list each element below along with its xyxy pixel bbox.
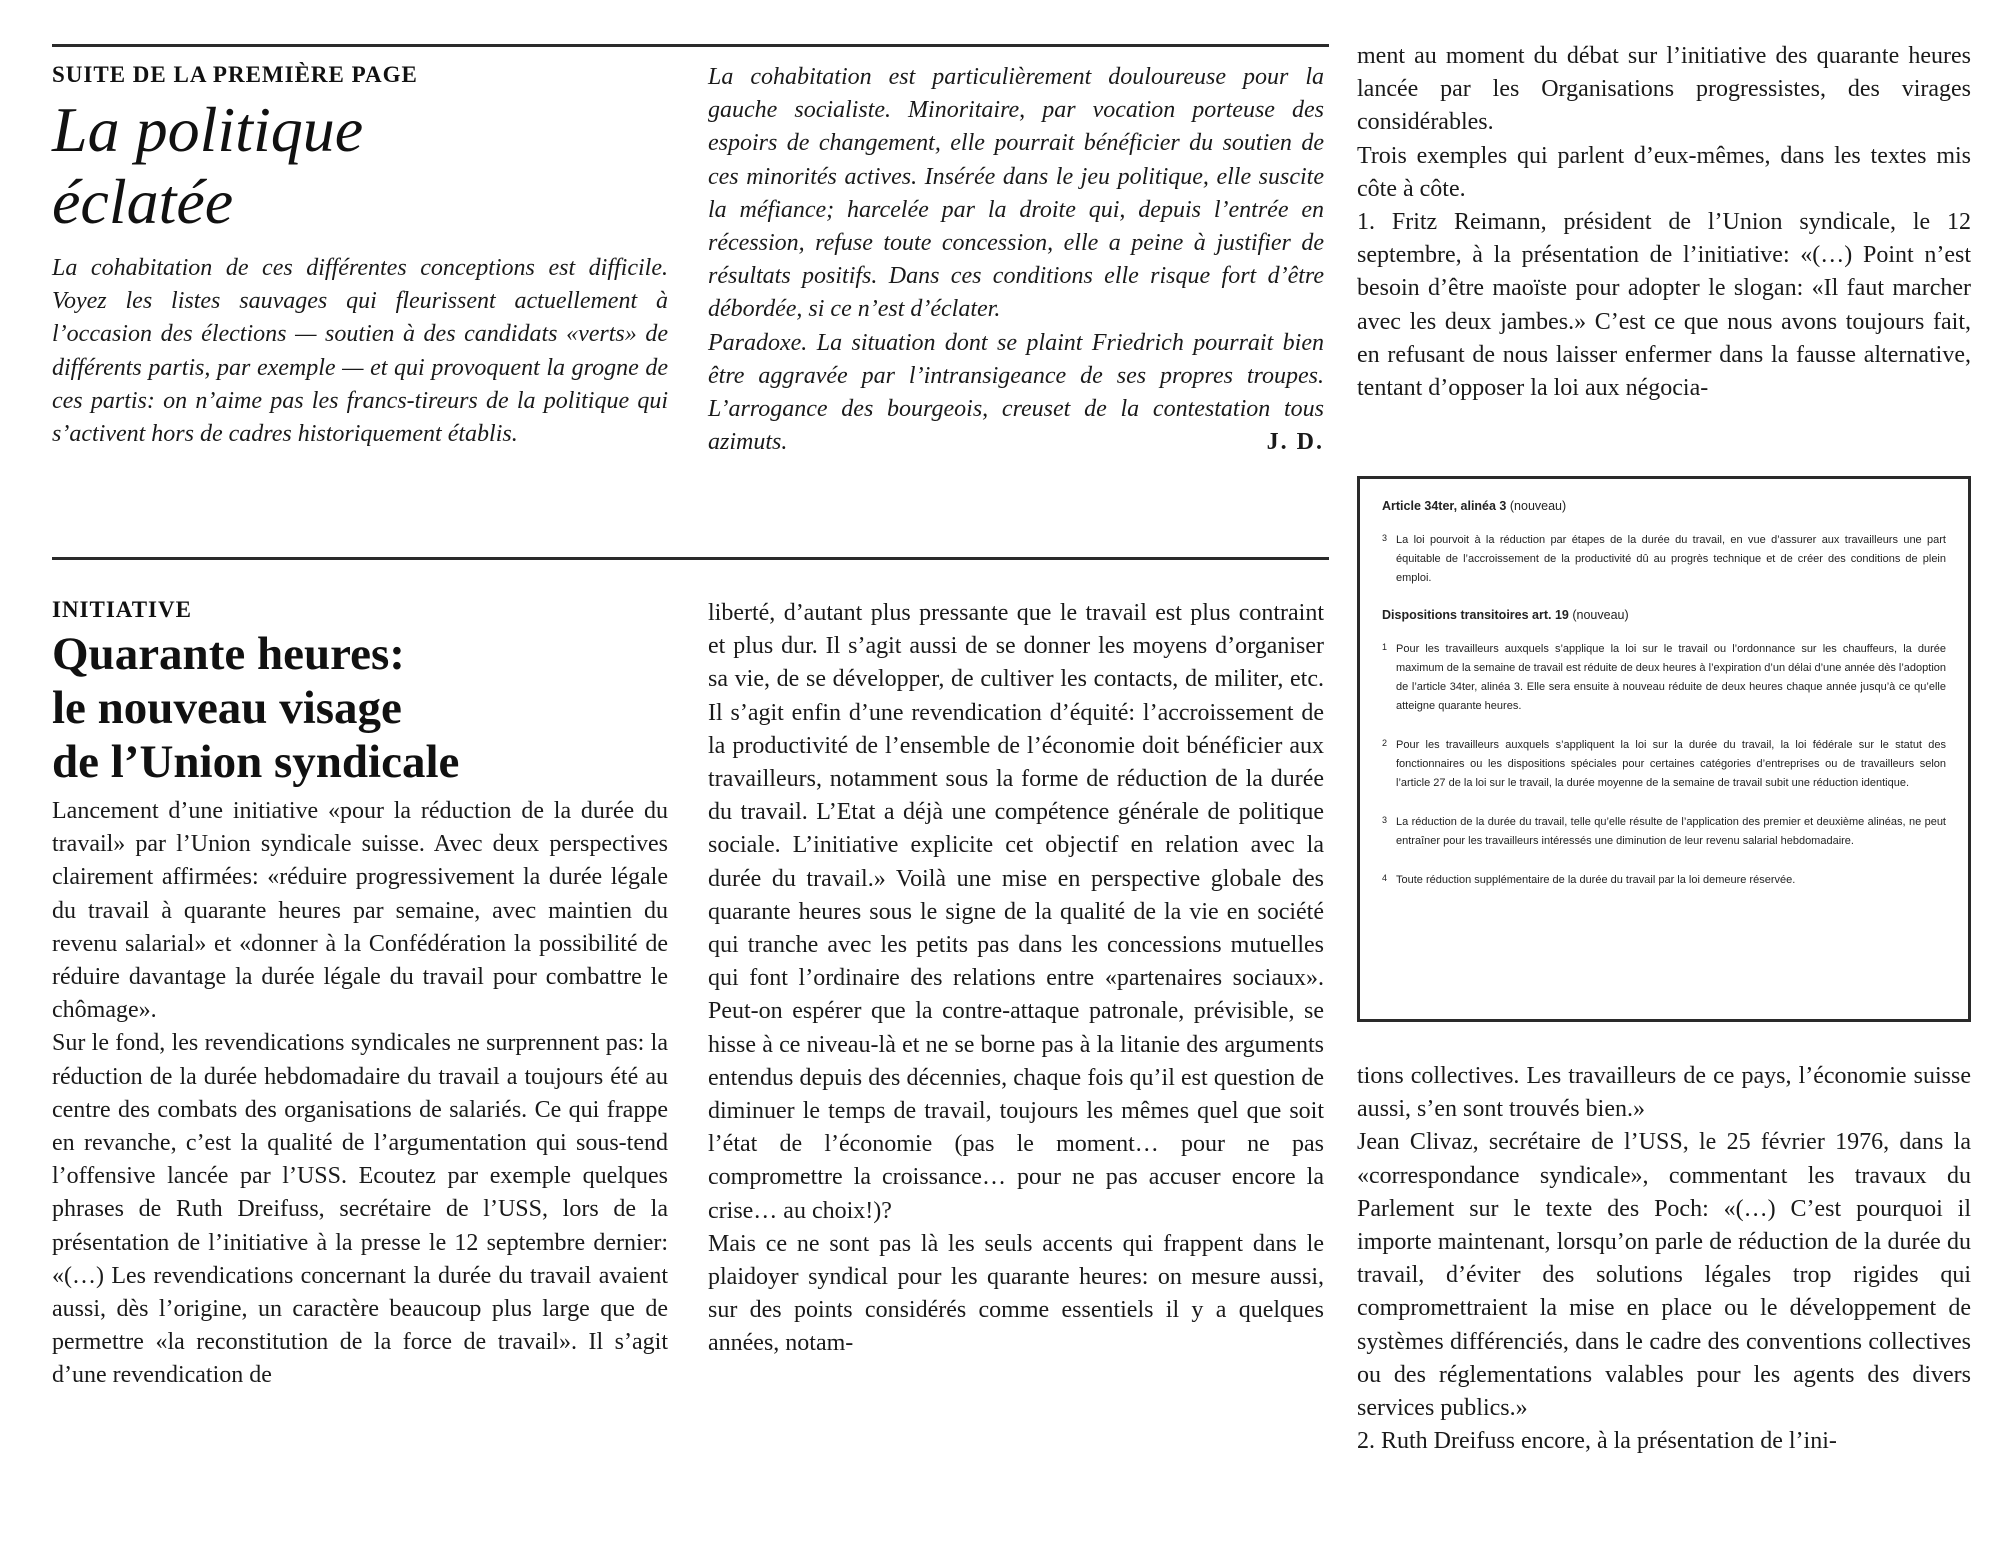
top-title xyxy=(52,94,668,238)
box-mark-4: 3 xyxy=(1382,815,1388,825)
col3-top-paragraph-1: ment au moment du débat sur l’initiative des quarante heures lancée par les Organisations progressistes, des virages considérables. xyxy=(1357,43,1971,136)
box-paragraph-2 xyxy=(1382,640,1946,716)
col3-top-paragraph-3: 1. Fritz Reimann, président de l’Union syndicale, le 12 septembre, à la présentation de l’initiative: «(…) Point n’est besoin d’être maoïste pour adopter le slogan: «Il faut marcher avec les deux jambes.» C’est ce que nous avons toujours fait, en refusant de nous laisser enfermer dans la fausse alternative, tentant d’opposer la loi aux négocia- xyxy=(1357,209,1971,402)
col3-top-paragraph-2: Trois exemples qui parlent d’eux-mêmes, dans les textes mis côte à côte. xyxy=(1357,142,1971,202)
box-paragraph-4 xyxy=(1382,813,1946,851)
section-divider-rule xyxy=(52,557,1329,560)
main-col1-paragraph-1: Lancement d’une initiative «pour la réduction de la durée du travail» par l’Union syndicale suisse. Avec deux perspectives clairement affirmées: «réduire progressivement la durée légale du travail à quarante heures par semaine, avec maintien du revenu salarial» et «donner à la Confédération la possibilité de réduire davantage la durée légale du travail pour combattre le chômage». xyxy=(52,798,668,1024)
box-mark-3: 2 xyxy=(1382,738,1388,748)
box-paragraph-4-text: La réduction de la durée du travail, telle qu’elle résulte de l’application des premier et deuxième alinéas, ne peut entraîner pour les travailleurs intéressés une diminution de leur revenu salarial hebdomadaire. xyxy=(1396,816,1946,847)
main-title-line-1: Quarante heures: xyxy=(52,628,405,680)
box-paragraph-1 xyxy=(1382,531,1946,588)
col3-bottom-paragraph-1: tions collectives. Les travailleurs de ce pays, l’économie suisse aussi, s’en sont trouvés bien.» xyxy=(1357,1063,1971,1123)
main-article-col3-top xyxy=(1357,40,1971,405)
main-kicker: INITIATIVE xyxy=(52,597,192,622)
signature: J. D. xyxy=(1266,429,1324,456)
box-heading-article xyxy=(1382,499,1946,513)
box-heading-transitional-text: Dispositions transitoires art. 19 xyxy=(1382,608,1569,622)
top-col2-paragraph-2 xyxy=(708,327,1324,460)
main-title-line-2: le nouveau visage xyxy=(52,682,402,734)
box-paragraph-3-text: Pour les travailleurs auxquels s’appliquent la loi sur la durée du travail, la loi fédérale sur le statut des fonctionnaires ou les dispositions spéciales pour certaines catégories d’entreprises ou de travailleurs selon l’article 27 de la loi sur le travail, la durée moyenne de la semaine de travail subit une réduction identique. xyxy=(1396,739,1946,789)
top-article-col1 xyxy=(52,62,668,451)
col3-bottom-paragraph-3: 2. Ruth Dreifuss encore, à la présentation de l’ini- xyxy=(1357,1428,1837,1455)
main-title-line-3: de l’Union syndicale xyxy=(52,736,460,788)
main-col2-paragraph-1: liberté, d’autant plus pressante que le travail est plus contraint et plus dur. Il s’agit aussi de se donner les moyens d’organiser sa vie, de se développer, de cultiver les contacts, de militer, etc. Il s’agit enfin d’une revendication d’équité: l’accroissement de la productivité de l’ensemble de l’économie doit bénéficier aux travailleurs, notamment sous la forme de réduction de la durée du travail. L’Etat a déjà une compétence générale de politique sociale. L’initiative explicite cet objectif en relation avec la durée du travail.» Voilà une mise en perspective globale des quarante heures sous le signe de la qualité de la vie en société qui tranche avec les petits pas dans les concessions mutuelles qui font l’ordinaire des relations entre «partenaires sociaux». Peut-on espérer que la contre-attaque patronale, prévisible, se hisse à ce niveau-là et ne se borne pas à la litanie des arguments entendus depuis des décennies, chaque fois qu’il est question de diminuer le temps de travail, toujours les mêmes quel que soit l’état de l’économie (pas le moment… pour ne pas compromettre la croissance… pour ne pas accuser encore la crise… au choix!)? xyxy=(708,600,1324,1224)
box-heading-transitional-note: (nouveau) xyxy=(1572,608,1629,622)
top-rule xyxy=(52,44,1329,47)
box-paragraph-5-text: Toute réduction supplémentaire de la durée du travail par la loi demeure réservée. xyxy=(1396,874,1796,886)
main-col1-paragraph-2: Sur le fond, les revendications syndicales ne surprennent pas: la réduction de la durée hebdomadaire du travail a toujours été au centre des combats des organisations de salariés. Ce qui frappe en revanche, c’est la qualité de l’argumentation qui sous-tend l’offensive lancée par l’USS. Ecoutez par exemple quelques phrases de Ruth Dreifuss, secrétaire de l’USS, lors de la présentation de l’initiative à la presse le 12 septembre dernier: «(…) Les revendications concernant la durée du travail avaient aussi, dès l’origine, un caractère beaucoup plus large que de permettre «la reconstitution de la force de travail». Il s’agit d’une revendication de xyxy=(52,1030,668,1389)
box-mark-2: 1 xyxy=(1382,642,1388,652)
main-article-col2 xyxy=(708,597,1324,1361)
box-heading-article-text: Article 34ter, alinéa 3 xyxy=(1382,499,1507,513)
legal-text-box xyxy=(1357,476,1971,1022)
box-mark-1: 3 xyxy=(1382,533,1388,543)
box-paragraph-3 xyxy=(1382,736,1946,793)
main-col2-paragraph-2: Mais ce ne sont pas là les seuls accents qui frappent dans le plaidoyer syndical pour les quarante heures: on mesure aussi, sur des points considérés comme essentiels il y a quelques années, notam- xyxy=(708,1230,1324,1357)
main-title xyxy=(52,627,668,789)
box-paragraph-1-text: La loi pourvoit à la réduction par étapes de la durée du travail, en vue d’assurer aux travailleurs une part équitable de l’accroissement de la productivité dû au progrès technique et de créer des conditions de plein emploi. xyxy=(1396,534,1946,584)
top-col2-paragraph-1: La cohabitation est particulièrement douloureuse pour la gauche socialiste. Minoritaire, par vocation porteuse des espoirs de changement, elle pourrait bénéficier du soutien de ces minorités actives. Insérée dans le jeu politique, elle suscite la méfiance; harcelée par la droite qui, depuis l’entrée en récession, refuse toute concession, elle a peine à justifier de résultats positifs. Dans ces conditions elle risque fort d’être débordée, si ce n’est d’éclater. xyxy=(708,64,1324,323)
top-title-line-1: La politique xyxy=(52,94,364,165)
box-paragraph-5 xyxy=(1382,871,1946,890)
top-col1-paragraph: La cohabitation de ces différentes conceptions est difficile. Voyez les listes sauvages qui fleurissent actuellement à l’occasion des élections — soutien à des candidats «verts» de différents partis, par exemple — et qui provoquent la grogne de ces partis: on n’aime pas les francs-tireurs de la politique qui s’activent hors de cadres historiquement établis. xyxy=(52,255,668,448)
box-paragraph-2-text: Pour les travailleurs auxquels s’applique la loi sur le travail ou l’ordonnance sur les chauffeurs, la durée maximum de la semaine de travail est réduite de deux heures à l’expiration d’un délai d’une année dès l’adoption de l’article 34ter, alinéa 3. Elle sera ensuite à nouveau réduite de deux heures chaque année jusqu’à ce qu’elle atteigne quarante heures. xyxy=(1396,643,1946,712)
box-heading-transitional xyxy=(1382,608,1946,622)
col3-bottom-paragraph-2: Jean Clivaz, secrétaire de l’USS, le 25 février 1976, dans la «correspondance syndicale», commentant les travaux du Parlement sur le texte des Poch: «(…) C’est pourquoi il importe maintenant, lorsqu’on parle de réduction de la durée du travail, d’éviter des solutions légales trop rigides qui compromettraient la mise en place ou le développement de systèmes différenciés, dans le cadre des conventions collectives ou des réglementations valables pour les agents des divers services publics.» xyxy=(1357,1129,1971,1422)
box-mark-5: 4 xyxy=(1382,873,1388,883)
top-article-col2 xyxy=(708,61,1324,459)
main-article-col1 xyxy=(52,597,668,1393)
top-col2-paragraph-2-text: Paradoxe. La situation dont se plaint Friedrich pourrait bien être aggravée par l’intransigeance de ses propres troupes. L’arrogance des bourgeois, creuset de la contestation tous azimuts. xyxy=(708,329,1324,456)
top-kicker: SUITE DE LA PREMIÈRE PAGE xyxy=(52,62,418,87)
top-title-line-2: éclatée xyxy=(52,166,234,237)
main-article-col3-bottom xyxy=(1357,1060,1971,1458)
box-heading-article-note: (nouveau) xyxy=(1509,499,1567,513)
